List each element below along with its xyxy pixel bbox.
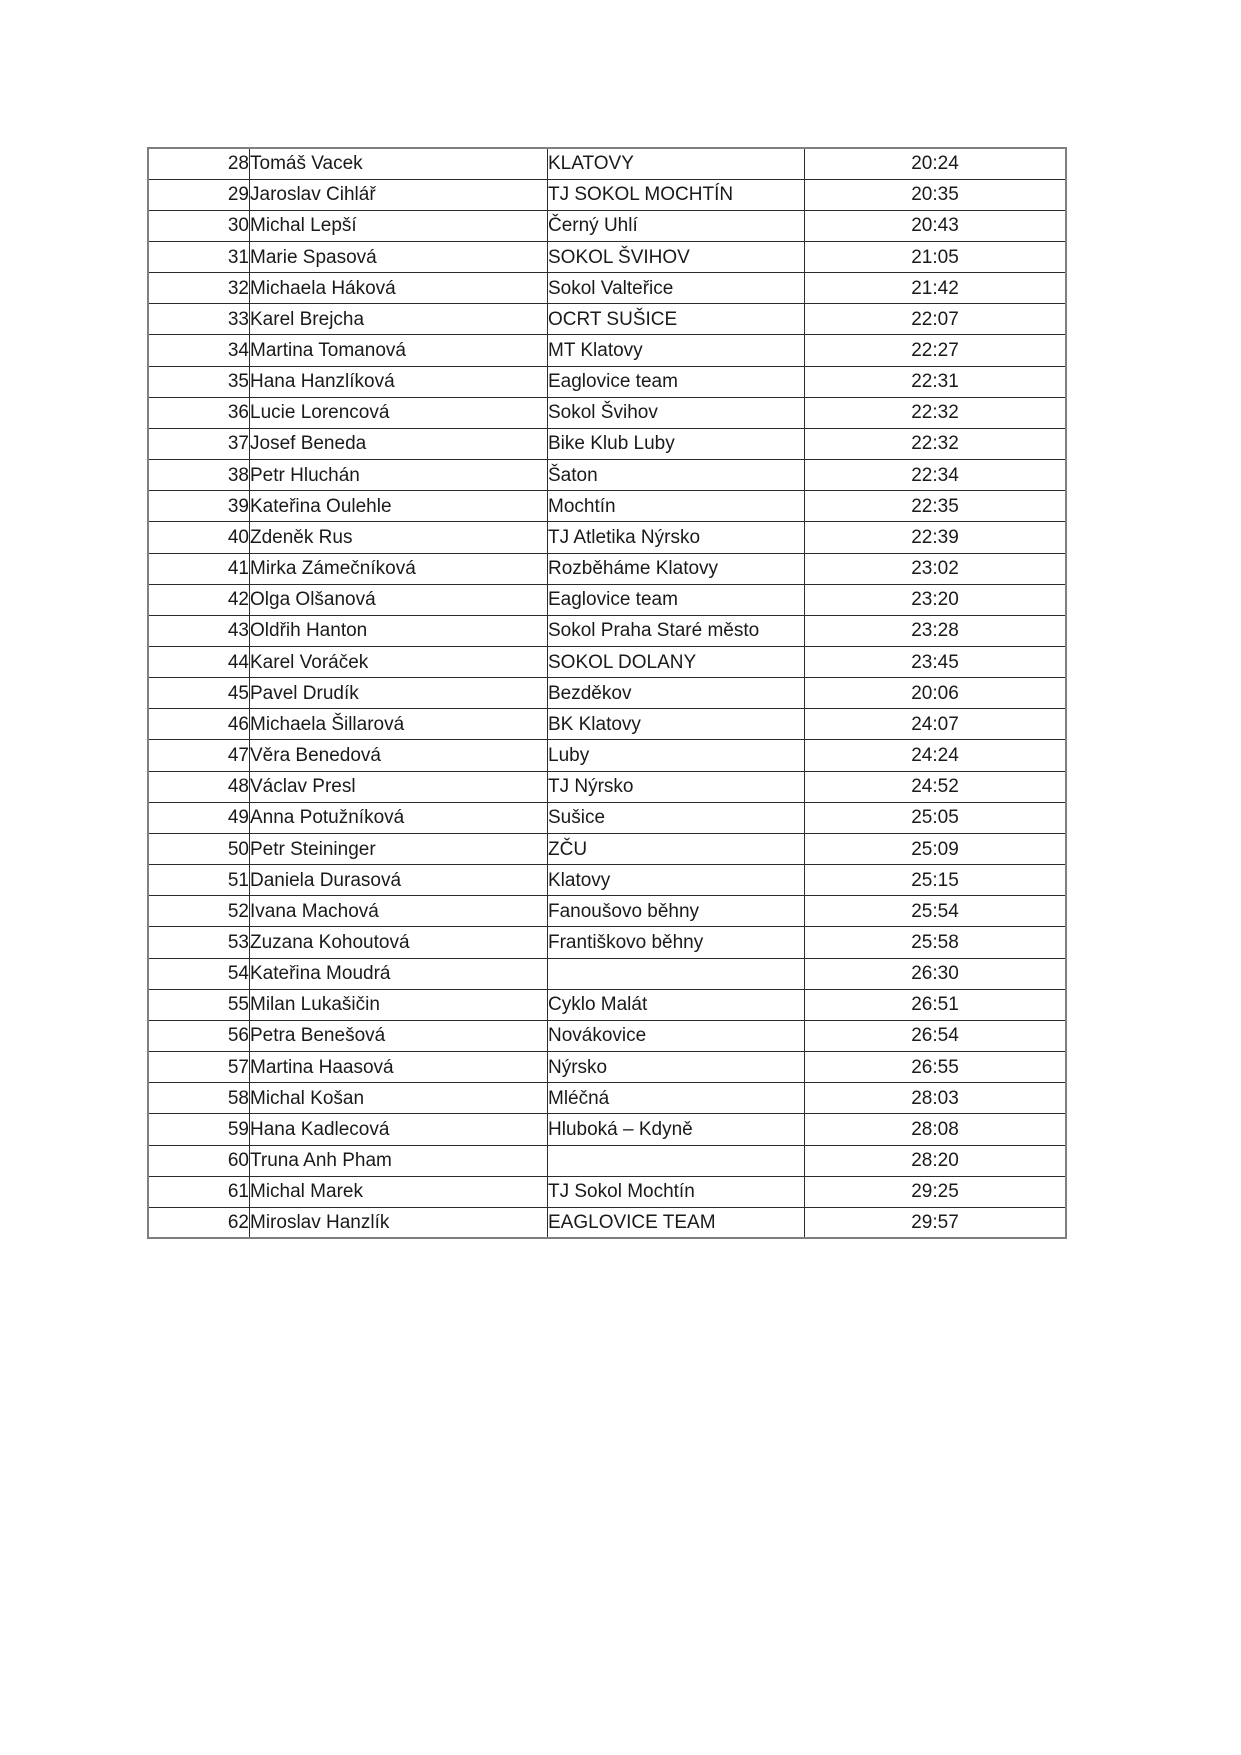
rank-cell: 42: [148, 584, 250, 615]
rank-cell: 58: [148, 1083, 250, 1114]
table-row: [148, 1207, 1066, 1238]
table-row: [148, 304, 1066, 335]
rank-cell: 55: [148, 989, 250, 1020]
rank-cell: 28: [148, 148, 250, 179]
time-cell: 22:32: [805, 397, 1067, 428]
name-cell: Ivana Machová: [250, 896, 548, 927]
rank-cell: 56: [148, 1020, 250, 1051]
name-cell: Pavel Drudík: [250, 678, 548, 709]
club-cell: TJ Atletika Nýrsko: [548, 522, 805, 553]
club-cell: BK Klatovy: [548, 709, 805, 740]
time-cell: 24:07: [805, 709, 1067, 740]
table-row: [148, 989, 1066, 1020]
time-cell: 29:57: [805, 1207, 1067, 1238]
name-cell: Kateřina Moudrá: [250, 958, 548, 989]
rank-cell: 57: [148, 1052, 250, 1083]
rank-cell: 32: [148, 273, 250, 304]
name-cell: Hana Hanzlíková: [250, 366, 548, 397]
table-row: [148, 1114, 1066, 1145]
club-cell: Šaton: [548, 460, 805, 491]
name-cell: Petra Benešová: [250, 1020, 548, 1051]
rank-cell: 31: [148, 241, 250, 272]
time-cell: 25:09: [805, 833, 1067, 864]
time-cell: 22:35: [805, 491, 1067, 522]
rank-cell: 59: [148, 1114, 250, 1145]
rank-cell: 50: [148, 833, 250, 864]
time-cell: 24:24: [805, 740, 1067, 771]
rank-cell: 41: [148, 553, 250, 584]
name-cell: Michaela Šillarová: [250, 709, 548, 740]
name-cell: Zdeněk Rus: [250, 522, 548, 553]
time-cell: 25:15: [805, 865, 1067, 896]
name-cell: Olga Olšanová: [250, 584, 548, 615]
name-cell: Lucie Lorencová: [250, 397, 548, 428]
name-cell: Kateřina Oulehle: [250, 491, 548, 522]
table-row: [148, 584, 1066, 615]
club-cell: Františkovo běhny: [548, 927, 805, 958]
name-cell: Truna Anh Pham: [250, 1145, 548, 1176]
rank-cell: 35: [148, 366, 250, 397]
rank-cell: 40: [148, 522, 250, 553]
time-cell: 23:28: [805, 615, 1067, 646]
rank-cell: 61: [148, 1176, 250, 1207]
club-cell: Mochtín: [548, 491, 805, 522]
table-row: [148, 771, 1066, 802]
club-cell: Bike Klub Luby: [548, 428, 805, 459]
time-cell: 22:39: [805, 522, 1067, 553]
club-cell: TJ Sokol Mochtín: [548, 1176, 805, 1207]
time-cell: 22:27: [805, 335, 1067, 366]
rank-cell: 46: [148, 709, 250, 740]
club-cell: Fanoušovo běhny: [548, 896, 805, 927]
time-cell: 25:05: [805, 802, 1067, 833]
rank-cell: 38: [148, 460, 250, 491]
table-row: [148, 241, 1066, 272]
name-cell: Miroslav Hanzlík: [250, 1207, 548, 1238]
name-cell: Michal Lepší: [250, 210, 548, 241]
time-cell: 20:35: [805, 179, 1067, 210]
club-cell: Klatovy: [548, 865, 805, 896]
club-cell: Luby: [548, 740, 805, 771]
time-cell: 22:32: [805, 428, 1067, 459]
name-cell: Michal Košan: [250, 1083, 548, 1114]
name-cell: Josef Beneda: [250, 428, 548, 459]
club-cell: Eaglovice team: [548, 584, 805, 615]
club-cell: Sokol Praha Staré město: [548, 615, 805, 646]
table-row: [148, 1083, 1066, 1114]
time-cell: 29:25: [805, 1176, 1067, 1207]
table-row: [148, 647, 1066, 678]
table-row: [148, 553, 1066, 584]
name-cell: Anna Potužníková: [250, 802, 548, 833]
table-row: [148, 678, 1066, 709]
time-cell: 22:31: [805, 366, 1067, 397]
club-cell: Mléčná: [548, 1083, 805, 1114]
time-cell: 26:54: [805, 1020, 1067, 1051]
rank-cell: 62: [148, 1207, 250, 1238]
time-cell: 26:30: [805, 958, 1067, 989]
rank-cell: 36: [148, 397, 250, 428]
table-row: [148, 491, 1066, 522]
club-cell: EAGLOVICE TEAM: [548, 1207, 805, 1238]
table-row: [148, 740, 1066, 771]
time-cell: 20:24: [805, 148, 1067, 179]
name-cell: Jaroslav Cihlář: [250, 179, 548, 210]
rank-cell: 45: [148, 678, 250, 709]
table-row: [148, 366, 1066, 397]
rank-cell: 51: [148, 865, 250, 896]
time-cell: 25:58: [805, 927, 1067, 958]
name-cell: Hana Kadlecová: [250, 1114, 548, 1145]
club-cell: [548, 1145, 805, 1176]
table-row: [148, 615, 1066, 646]
table-row: [148, 709, 1066, 740]
time-cell: 26:51: [805, 989, 1067, 1020]
time-cell: 22:34: [805, 460, 1067, 491]
table-row: [148, 1145, 1066, 1176]
table-row: [148, 335, 1066, 366]
table-row: [148, 1052, 1066, 1083]
name-cell: Milan Lukašičin: [250, 989, 548, 1020]
rank-cell: 34: [148, 335, 250, 366]
club-cell: Nýrsko: [548, 1052, 805, 1083]
name-cell: Mirka Zámečníková: [250, 553, 548, 584]
time-cell: 23:02: [805, 553, 1067, 584]
table-row: [148, 397, 1066, 428]
time-cell: 28:03: [805, 1083, 1067, 1114]
club-cell: Novákovice: [548, 1020, 805, 1051]
table-row: [148, 896, 1066, 927]
name-cell: Tomáš Vacek: [250, 148, 548, 179]
club-cell: Sokol Švihov: [548, 397, 805, 428]
table-row: [148, 1176, 1066, 1207]
club-cell: ZČU: [548, 833, 805, 864]
time-cell: 20:06: [805, 678, 1067, 709]
club-cell: MT Klatovy: [548, 335, 805, 366]
time-cell: 22:07: [805, 304, 1067, 335]
table-row: [148, 148, 1066, 179]
rank-cell: 37: [148, 428, 250, 459]
rank-cell: 47: [148, 740, 250, 771]
rank-cell: 49: [148, 802, 250, 833]
table-row: [148, 522, 1066, 553]
name-cell: Zuzana Kohoutová: [250, 927, 548, 958]
name-cell: Karel Voráček: [250, 647, 548, 678]
club-cell: Černý Uhlí: [548, 210, 805, 241]
table-row: [148, 179, 1066, 210]
results-table-body: [148, 148, 1066, 1238]
time-cell: 20:43: [805, 210, 1067, 241]
name-cell: Martina Haasová: [250, 1052, 548, 1083]
rank-cell: 29: [148, 179, 250, 210]
results-table: [147, 147, 1067, 1239]
rank-cell: 39: [148, 491, 250, 522]
club-cell: Cyklo Malát: [548, 989, 805, 1020]
rank-cell: 60: [148, 1145, 250, 1176]
table-row: [148, 927, 1066, 958]
table-row: [148, 273, 1066, 304]
name-cell: Václav Presl: [250, 771, 548, 802]
club-cell: SOKOL ŠVIHOV: [548, 241, 805, 272]
name-cell: Petr Hluchán: [250, 460, 548, 491]
name-cell: Michal Marek: [250, 1176, 548, 1207]
club-cell: OCRT SUŠICE: [548, 304, 805, 335]
rank-cell: 33: [148, 304, 250, 335]
rank-cell: 54: [148, 958, 250, 989]
name-cell: Martina Tomanová: [250, 335, 548, 366]
time-cell: 24:52: [805, 771, 1067, 802]
time-cell: 21:05: [805, 241, 1067, 272]
club-cell: Eaglovice team: [548, 366, 805, 397]
club-cell: KLATOVY: [548, 148, 805, 179]
time-cell: 26:55: [805, 1052, 1067, 1083]
rank-cell: 44: [148, 647, 250, 678]
rank-cell: 48: [148, 771, 250, 802]
time-cell: 28:20: [805, 1145, 1067, 1176]
club-cell: SOKOL DOLANY: [548, 647, 805, 678]
time-cell: 21:42: [805, 273, 1067, 304]
rank-cell: 53: [148, 927, 250, 958]
club-cell: Sokol Valteřice: [548, 273, 805, 304]
table-row: [148, 958, 1066, 989]
name-cell: Michaela Háková: [250, 273, 548, 304]
time-cell: 28:08: [805, 1114, 1067, 1145]
time-cell: 23:20: [805, 584, 1067, 615]
club-cell: Rozběháme Klatovy: [548, 553, 805, 584]
name-cell: Petr Steininger: [250, 833, 548, 864]
table-row: [148, 865, 1066, 896]
rank-cell: 43: [148, 615, 250, 646]
club-cell: TJ SOKOL MOCHTÍN: [548, 179, 805, 210]
rank-cell: 30: [148, 210, 250, 241]
table-row: [148, 1020, 1066, 1051]
name-cell: Oldřih Hanton: [250, 615, 548, 646]
table-row: [148, 428, 1066, 459]
table-row: [148, 210, 1066, 241]
table-row: [148, 460, 1066, 491]
name-cell: Věra Benedová: [250, 740, 548, 771]
club-cell: Hluboká – Kdyně: [548, 1114, 805, 1145]
club-cell: [548, 958, 805, 989]
name-cell: Marie Spasová: [250, 241, 548, 272]
time-cell: 25:54: [805, 896, 1067, 927]
time-cell: 23:45: [805, 647, 1067, 678]
rank-cell: 52: [148, 896, 250, 927]
club-cell: TJ Nýrsko: [548, 771, 805, 802]
club-cell: Sušice: [548, 802, 805, 833]
name-cell: Karel Brejcha: [250, 304, 548, 335]
name-cell: Daniela Durasová: [250, 865, 548, 896]
table-row: [148, 802, 1066, 833]
club-cell: Bezděkov: [548, 678, 805, 709]
table-row: [148, 833, 1066, 864]
